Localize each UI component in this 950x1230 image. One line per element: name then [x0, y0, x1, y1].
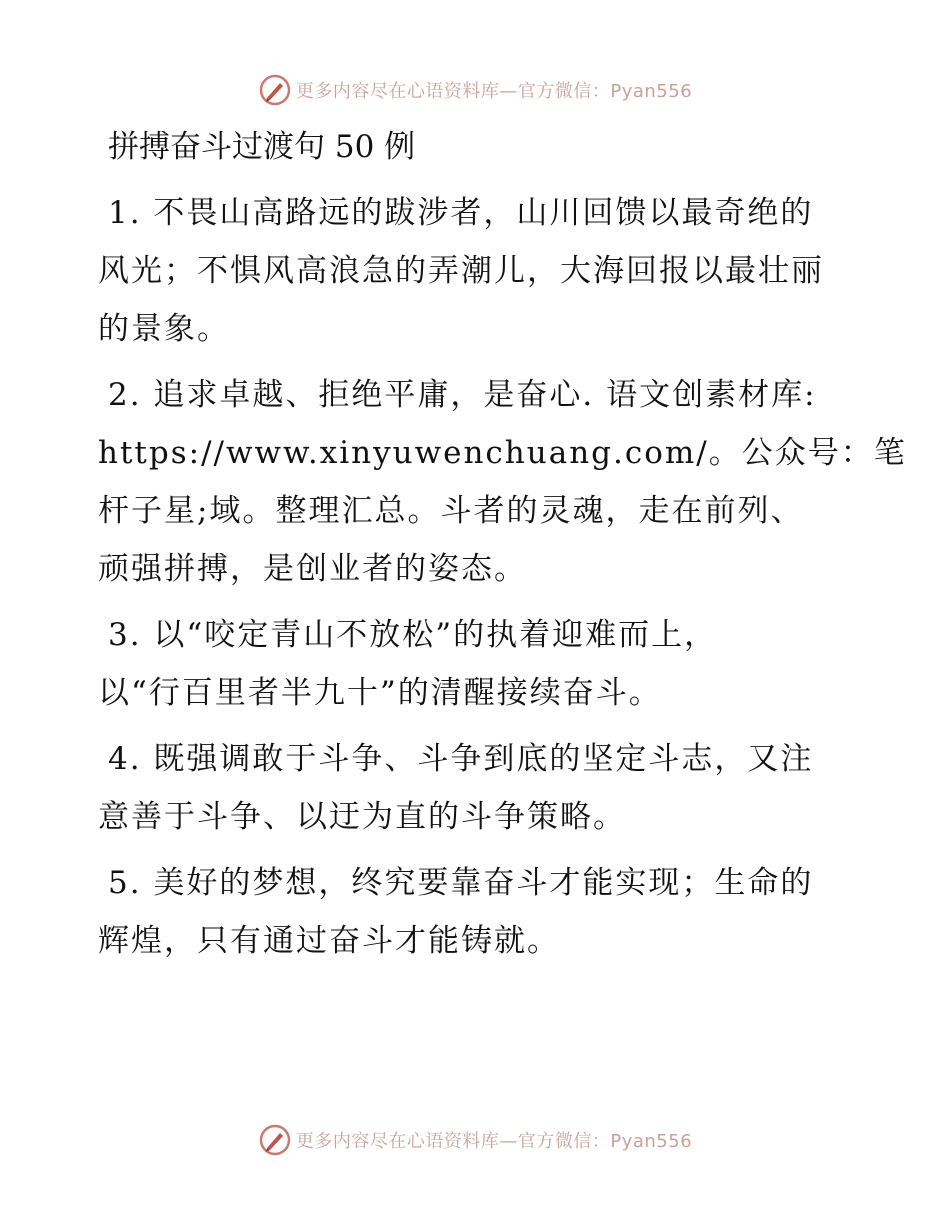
paragraph-4	[98, 730, 858, 846]
watermark-text: 更多内容尽在心语资料库—官方微信：Pyan556	[295, 81, 693, 102]
pen-logo-icon	[258, 1123, 292, 1157]
pen-logo-icon	[258, 73, 292, 107]
text-line: 辉煌，只有通过奋斗才能铸就。	[98, 923, 560, 959]
footer-watermark	[0, 1120, 950, 1160]
text-line: 1. 不畏山高路远的跋涉者，山川回馈以最奇绝的	[108, 195, 814, 231]
paragraph-5	[98, 854, 858, 970]
paragraph-1	[98, 184, 858, 358]
text-line: 以“行百里者半九十”的清醒接续奋斗。	[98, 675, 662, 711]
document-body	[98, 118, 907, 978]
text-line: 5. 美好的梦想，终究要靠奋斗才能实现；生命的	[108, 865, 814, 901]
watermark-text: 更多内容尽在心语资料库—官方微信：Pyan556	[295, 1131, 693, 1152]
text-line: 的景象。	[98, 311, 230, 347]
text-line: 2. 追求卓越、拒绝平庸，是奋心. 语文创素材库:	[108, 377, 817, 413]
text-line: 意善于斗争、以迂为直的斗争策略。	[98, 799, 626, 835]
document-title: 拼搏奋斗过渡句 50 例	[108, 129, 416, 165]
text-line: 顽强拼搏，是创业者的姿态。	[98, 551, 527, 587]
text-line: 风光；不惧风高浪急的弄潮儿，大海回报以最壮丽	[98, 253, 824, 289]
paragraph-2	[98, 366, 907, 598]
text-line: 4. 既强调敢于斗争、斗争到底的坚定斗志，又注	[108, 741, 814, 777]
text-line: 3. 以“咬定青山不放松”的执着迎难而上，	[108, 617, 718, 653]
text-line: https://www.xinyuwenchuang.com/。公众号：笔	[98, 435, 907, 471]
header-watermark	[0, 70, 950, 110]
paragraph-3	[98, 606, 858, 722]
text-line: 杆子星;域。整理汇总。斗者的灵魂，走在前列、	[98, 493, 804, 529]
